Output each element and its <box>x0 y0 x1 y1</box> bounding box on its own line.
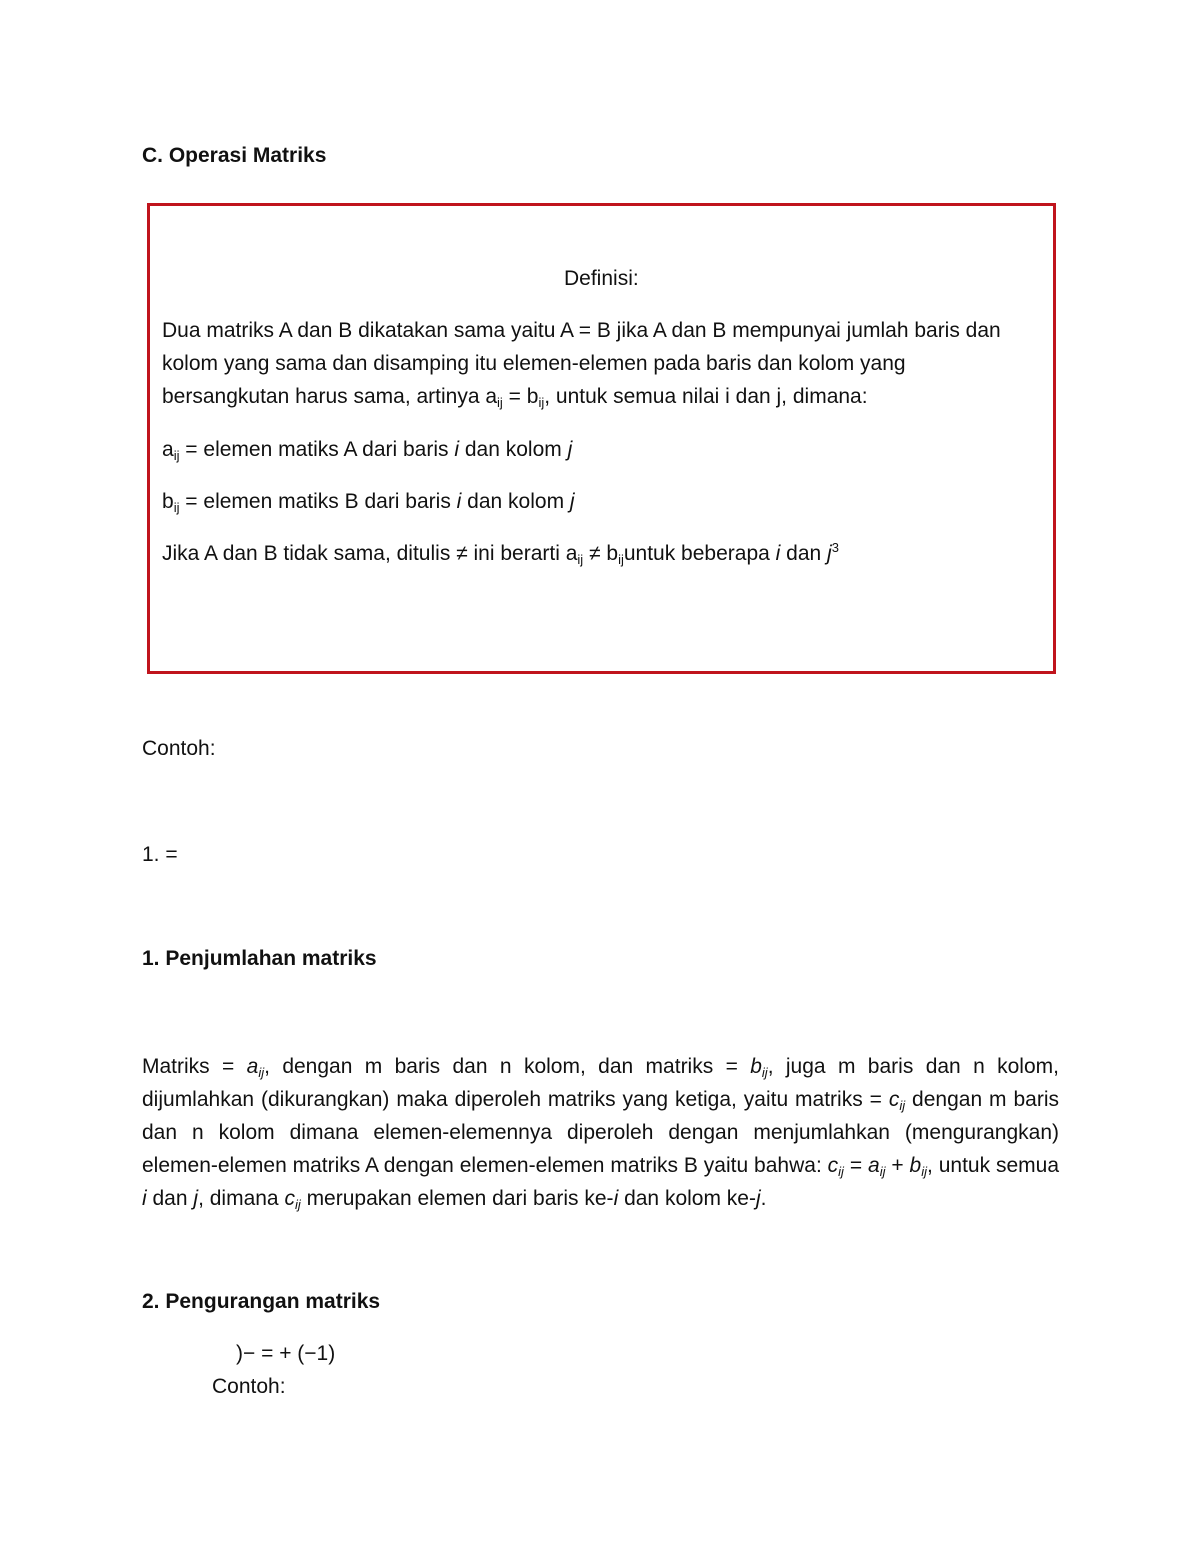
definition-a-element: $a_{ij}$ = elemen matiks A dari baris i dan kolom j <box>162 438 573 463</box>
definition-not-equal: Jika A dan B tidak sama, ditulis ≠ ini berarti $a_{ij}$ ≠ $b_{ij}untuk$ beberapa i dan $j^3$ <box>162 540 839 567</box>
addition-paragraph: Matriks = $a_{ij}$, dengan m baris dan n kolom, dan matriks = $b_{ij}$, juga m baris dan n kolom, dijumlahkan (dikurangkan) maka diperoleh matriks yang ketiga, yaitu matriks = $c_{ij}$ dengan m baris dan n kolom dimana elemen-elemennya diperoleh dengan menjumlahkan (mengurangkan) elemen-elemen matriks A dengan elemen-elemen matriks B yaitu bahwa: $c_{ij} = a_{ij} + b_{ij}$, untuk semua i dan j, dimana $c_{ij}$ merupakan elemen dari baris ke-i dan kolom ke-j. <box>142 1055 1059 1212</box>
subtraction-formula: )− = + (−1) <box>236 1342 336 1365</box>
section-title: C. Operasi Matriks <box>142 144 327 167</box>
definition-line-3: bersangkutan harus sama, artinya $a_{ij} = b_{ij}$, untuk semua nilai i dan j, dimana: <box>162 385 868 410</box>
definition-line-1: Dua matriks A dan B dikatakan sama yaitu A = B jika A dan B mempunyai jumlah baris dan <box>162 319 1001 342</box>
footnote-marker: 3 <box>831 540 839 555</box>
definition-b-element: $b_{ij}$ = elemen matiks B dari baris i dan kolom j <box>162 490 575 515</box>
example-item-1: 1. = <box>142 843 178 866</box>
definition-line-2: kolom yang sama dan disamping itu elemen-elemen pada baris dan kolom yang <box>162 352 906 375</box>
definition-title: Definisi: <box>564 267 639 290</box>
example-label: Contoh: <box>142 737 216 760</box>
subtraction-title: 2. Pengurangan matriks <box>142 1290 381 1313</box>
addition-title: 1. Penjumlahan matriks <box>142 947 377 970</box>
subtraction-example-label: Contoh: <box>212 1375 286 1398</box>
